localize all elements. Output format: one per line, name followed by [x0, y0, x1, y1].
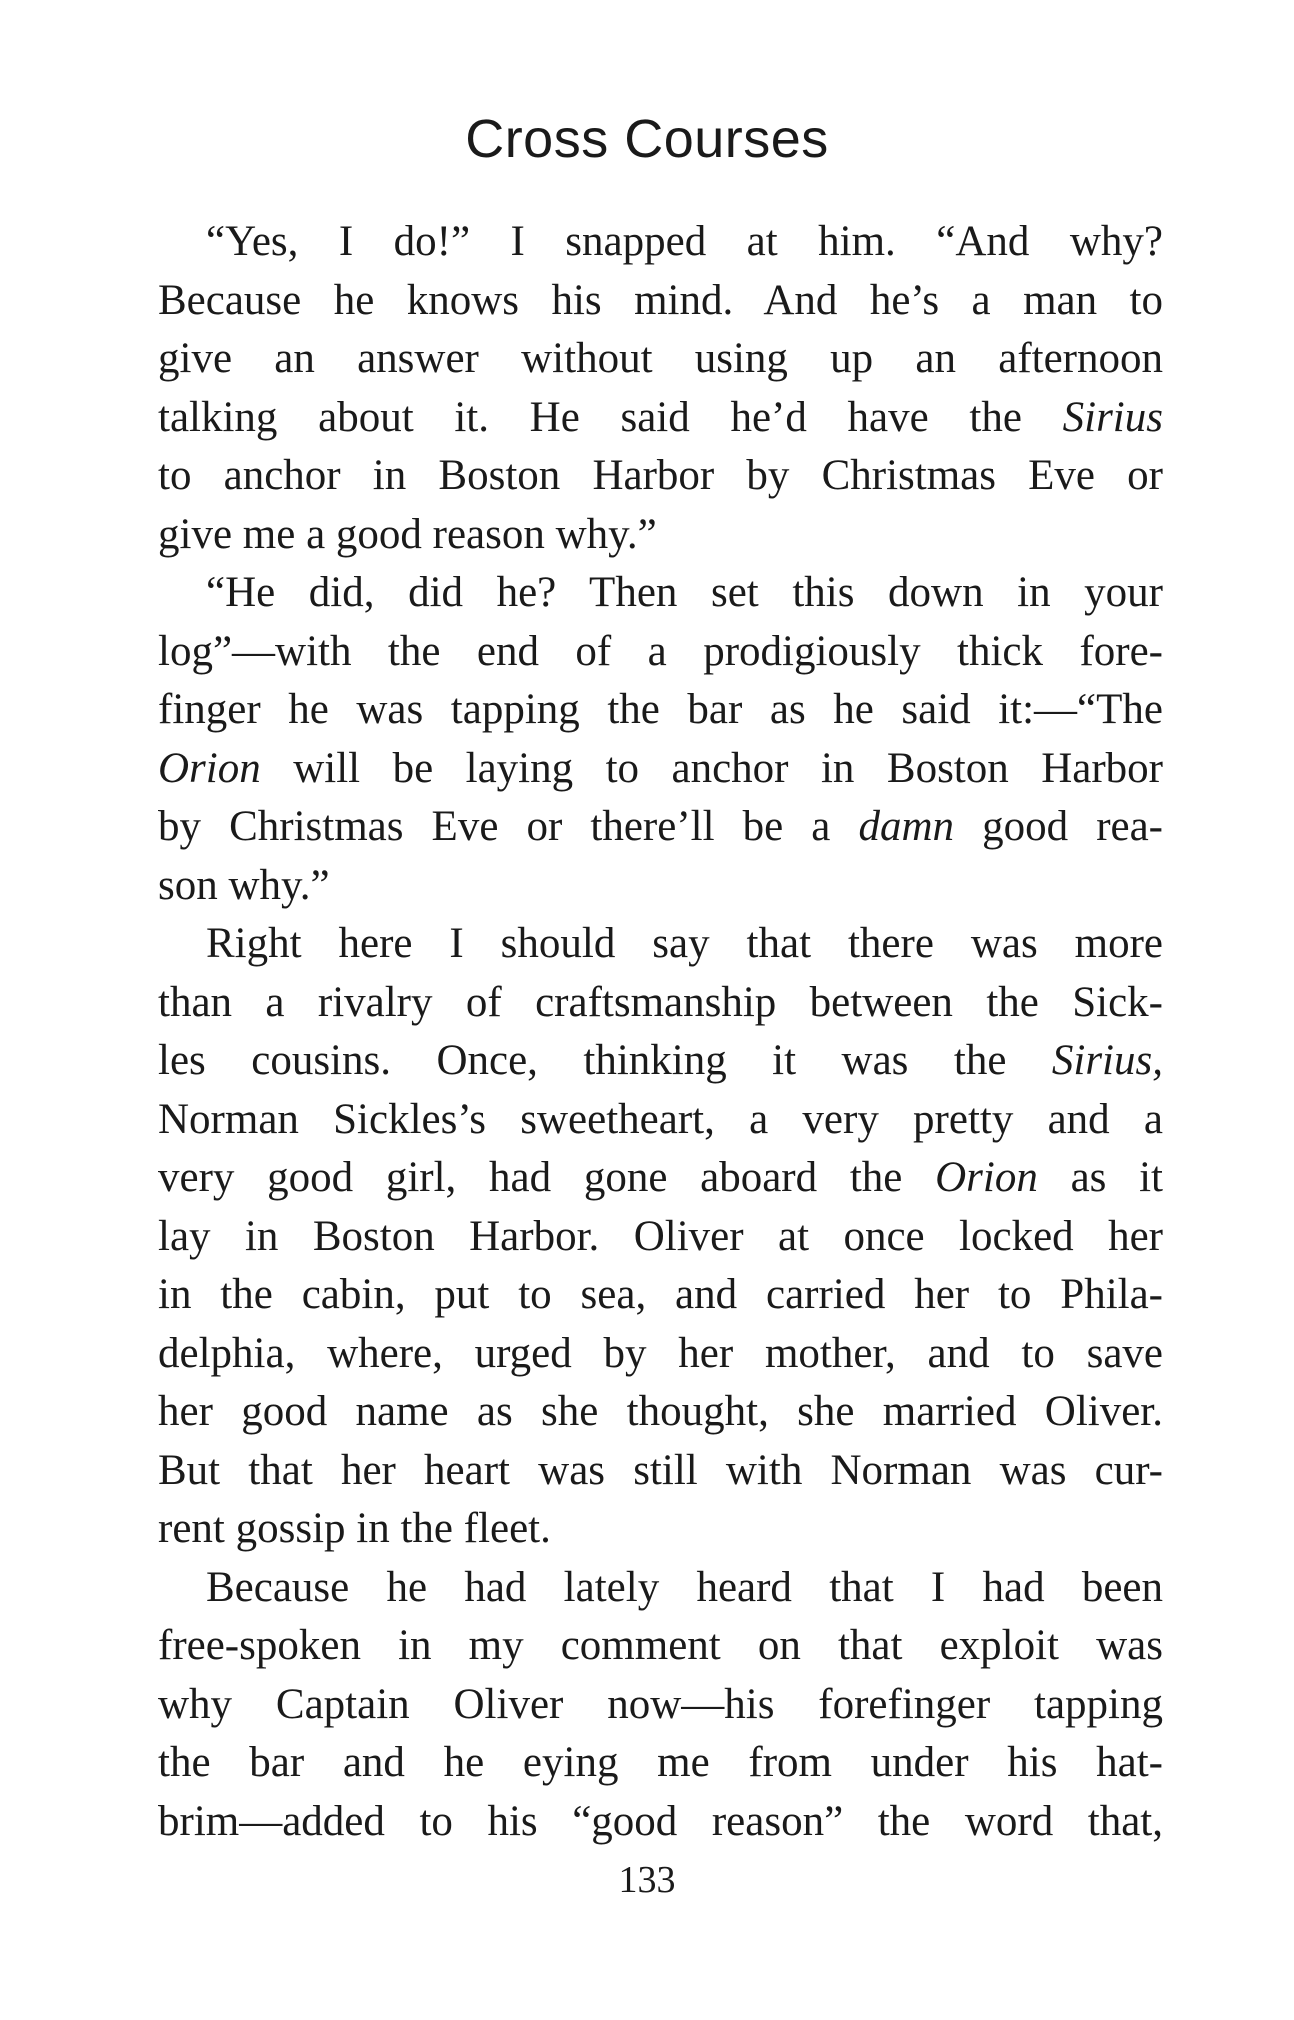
body-text	[158, 213, 1163, 1851]
text-line: brim—added to his “good reason” the word that,	[158, 1797, 1163, 1845]
text-line: by Christmas Eve or there’ll be a damn good rea-	[158, 803, 1164, 850]
text-line: But that her heart was still with Norman was cur-	[158, 1446, 1163, 1494]
text-line: Because he had lately heard that I had been	[206, 1563, 1163, 1611]
running-head: Cross Courses	[465, 109, 829, 169]
page-number: 133	[618, 1859, 676, 1901]
text-line: log”—with the end of a prodigiously thick fore-	[158, 627, 1163, 675]
text-line: why Captain Oliver now—his forefinger tapping	[158, 1680, 1163, 1728]
text-line: “He did, did he? Then set this down in your	[206, 569, 1163, 616]
text-line: les cousins. Once, thinking it was the Sirius,	[158, 1037, 1163, 1084]
ship-name-italic: Orion	[935, 1154, 1038, 1201]
text-line: delphia, where, urged by her mother, and to save	[158, 1329, 1163, 1377]
text-line: Orion will be laying to anchor in Boston Harbor	[158, 744, 1163, 792]
ship-name-italic: Sirius	[1062, 393, 1163, 441]
text-line: give me a good reason why.”	[158, 510, 657, 558]
text-line: to anchor in Boston Harbor by Christmas Eve or	[158, 452, 1163, 499]
text-line: Norman Sickles’s sweetheart, a very pretty and a	[158, 1095, 1163, 1143]
text-line: Because he knows his mind. And he’s a man to	[158, 276, 1163, 324]
text-line: “Yes, I do!” I snapped at him. “And why?	[206, 218, 1163, 265]
text-line: than a rivalry of craftsmanship between the Sick-	[158, 978, 1163, 1026]
ship-name-italic: Sirius,	[1051, 1037, 1163, 1084]
text-line: the bar and he eying me from under his hat-	[158, 1739, 1163, 1786]
text-line: lay in Boston Harbor. Oliver at once locked her	[158, 1212, 1163, 1260]
text-line: finger he was tapping the bar as he said it:—“The	[158, 686, 1163, 733]
text-line: very good girl, had gone aboard the Orion as it	[158, 1154, 1163, 1201]
text-line: give an answer without using up an afternoon	[158, 335, 1163, 382]
text-line: Right here I should say that there was more	[206, 920, 1163, 967]
text-line: rent gossip in the fleet.	[158, 1505, 551, 1552]
text-line: son why.”	[158, 861, 330, 909]
text-line: her good name as she thought, she married Oliver.	[158, 1388, 1163, 1435]
ship-name-italic: Orion	[158, 744, 261, 792]
text-line: in the cabin, put to sea, and carried her to Phila-	[158, 1271, 1163, 1318]
emphasis-italic: damn	[858, 803, 955, 850]
text-line: talking about it. He said he’d have the Sirius	[158, 393, 1163, 441]
text-line: free-spoken in my comment on that exploit was	[158, 1622, 1163, 1669]
